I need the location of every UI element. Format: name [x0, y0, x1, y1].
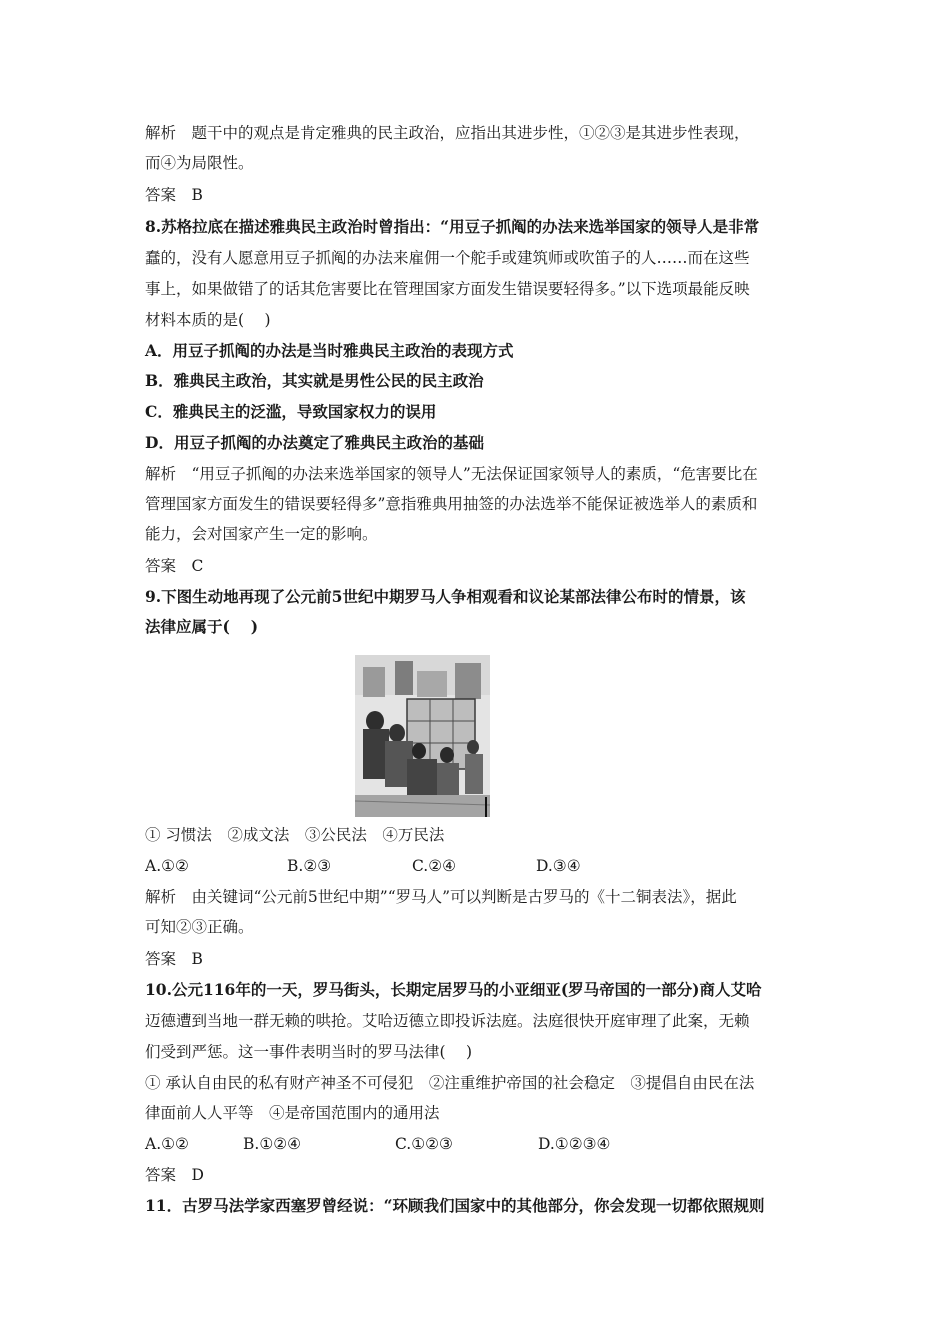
q10-stem-line-2: 迈德遭到当地一群无赖的哄抢。艾哈迈德立即投诉法庭。法庭很快开庭审理了此案，无赖	[145, 1012, 750, 1030]
q9-option-b: B.②③	[287, 857, 332, 875]
q7-analysis-line-1: 解析 题干中的观点是肯定雅典的民主政治，应指出其进步性，①②③是其进步性表现，	[145, 124, 750, 142]
q10-option-b: B.①②④	[243, 1135, 302, 1153]
q9-stem-line-1: 9.下图生动地再现了公元前5世纪中期罗马人争相观看和议论某部法律公布时的情景，该	[145, 587, 746, 606]
q10-stem-line-1: 10.公元116年的一天，罗马街头，长期定居罗马的小亚细亚(罗马帝国的一部分)商人艾哈	[145, 980, 762, 999]
q8-option-c: C．雅典民主的泛滥，导致国家权力的误用	[145, 402, 437, 421]
q9-answer: 答案 B	[145, 950, 203, 968]
roman-law-illustration	[355, 655, 490, 817]
q9-analysis-line-1: 解析 由关键词“公元前5世纪中期”“罗马人”可以判断是古罗马的《十二铜表法》，据此	[145, 888, 737, 906]
q8-option-d: D．用豆子抓阄的办法奠定了雅典民主政治的基础	[145, 433, 484, 452]
q7-answer: 答案 B	[145, 186, 203, 204]
q10-stem-line-3: 们受到严惩。这一事件表明当时的罗马法律( )	[145, 1043, 473, 1061]
q9-stem-line-2: 法律应属于( )	[145, 617, 259, 636]
q8-stem-line-3: 事上，如果做错了的话其危害要比在管理国家方面发生错误要轻得多。”以下选项最能反映	[145, 280, 750, 298]
q10-option-c: C.①②③	[395, 1135, 453, 1153]
q7-analysis-line-2: 而④为局限性。	[145, 154, 254, 172]
q9-option-d: D.③④	[536, 857, 581, 875]
q9-analysis-line-2: 可知②③正确。	[145, 918, 254, 936]
q8-analysis-line-3: 能力，会对国家产生一定的影响。	[145, 525, 378, 543]
q10-answer: 答案 D	[145, 1166, 204, 1184]
q9-option-c: C.②④	[412, 857, 457, 875]
q10-items-line-1: ① 承认自由民的私有财产神圣不可侵犯 ②注重维护帝国的社会稳定 ③提倡自由民在法	[145, 1074, 755, 1092]
engraving-image	[355, 655, 490, 817]
q8-stem-line-4: 材料本质的是( )	[145, 311, 271, 329]
q11-stem-line-1: 11．古罗马法学家西塞罗曾经说：“环顾我们国家中的其他部分，你会发现一切都依照规则	[145, 1196, 765, 1215]
q8-answer: 答案 C	[145, 557, 204, 575]
q9-items: ① 习惯法 ②成文法 ③公民法 ④万民法	[145, 826, 445, 844]
q8-analysis-line-1: 解析 “用豆子抓阄的办法来选举国家的领导人”无法保证国家领导人的素质，“危害要比在	[145, 465, 758, 483]
q8-analysis-line-2: 管理国家方面发生的错误要轻得多”意指雅典用抽签的办法选举不能保证被选举人的素质和	[145, 495, 758, 513]
q9-option-a: A.①②	[145, 857, 189, 875]
q8-stem-line-1: 8.苏格拉底在描述雅典民主政治时曾指出：“用豆子抓阄的办法来选举国家的领导人是非常	[145, 217, 760, 236]
q8-option-a: A．用豆子抓阄的办法是当时雅典民主政治的表现方式	[145, 341, 514, 360]
q8-option-b: B．雅典民主政治，其实就是男性公民的民主政治	[145, 371, 484, 390]
q10-items-line-2: 律面前人人平等 ④是帝国范围内的通用法	[145, 1104, 440, 1122]
q10-option-a: A.①②	[145, 1135, 189, 1153]
q8-stem-line-2: 蠢的，没有人愿意用豆子抓阄的办法来雇佣一个舵手或建筑师或吹笛子的人……而在这些	[145, 249, 750, 267]
q10-option-d: D.①②③④	[538, 1135, 611, 1153]
